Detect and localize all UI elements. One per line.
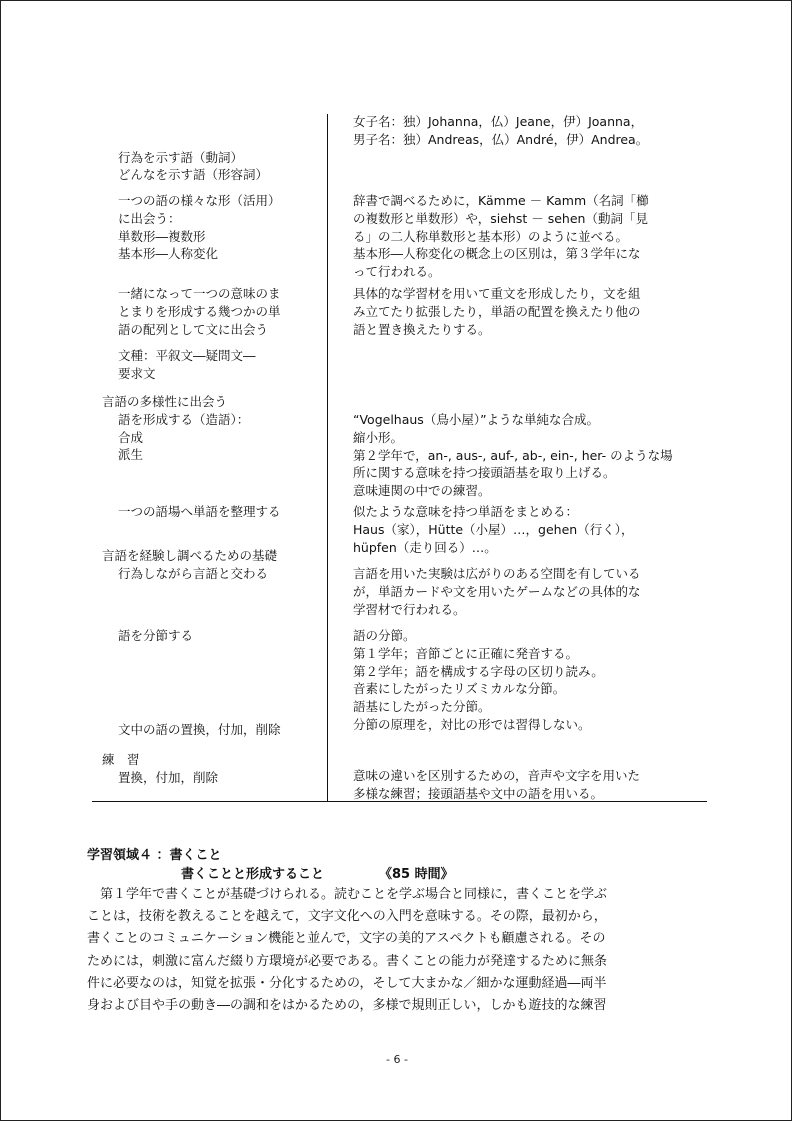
paragraph-line: 身および目や手の動き―の調和をはかるための，多様で規則正しい，しかも遊技的な練習 (87, 997, 607, 1013)
left-entry-practice (102, 751, 218, 787)
right-entry-names (353, 113, 648, 149)
right-line: 辞書で調べるために，Kämme － Kamm（名詞「櫛 (353, 193, 649, 208)
right-line: “Vogelhaus（鳥小屋）”ような単純な合成。 (353, 412, 600, 427)
right-line: 音素にしたがったリズミカルな分節。 (353, 681, 566, 697)
left-line: 一緒になって一つの意味のま (118, 286, 281, 301)
left-line: 語を形成する（造語）： (118, 411, 250, 427)
paragraph-line: 第１学年で書くことが基礎づけられる。読むことを学ぶ場合と同様に，書くことを学ぶ (100, 887, 608, 902)
right-line: 意味連関の中での練習。 (353, 483, 491, 499)
left-line: 派生 (118, 447, 144, 463)
left-line: 基本形―人称変化 (118, 246, 219, 262)
right-line: 分節の原理を，対比の形では習得しない。 (353, 716, 591, 732)
left-heading-line: 練 習 (102, 752, 140, 767)
left-line: 要求文 (118, 365, 156, 381)
right-line: 言語を用いた実験は広がりのある空間を有している (353, 566, 641, 581)
left-line (118, 113, 268, 131)
page-number: - 6 - (386, 1053, 408, 1066)
left-line: 行為を示す語（動詞） (118, 149, 244, 165)
right-line: 学習材で行われる。 (353, 601, 466, 617)
curriculum-table (1, 1, 793, 806)
right-line: Haus（家），Hütte（小屋）…，gehen（行く）， (353, 521, 634, 537)
left-entry-sentence-types (118, 347, 256, 383)
right-line: 第２学年で，an-, aus-, auf-, ab-, ein-, her- のような場 (353, 447, 673, 463)
right-entry-dictionary (353, 192, 649, 281)
right-line: る」の二人称単数形と基本形）のように並べる。 (353, 228, 629, 244)
left-line: 語の配列として文に出会う (118, 321, 269, 337)
left-line: 語を分節する (118, 628, 194, 643)
left-entry-language-diversity (102, 393, 249, 464)
right-line: み立てたり拡張したり，単語の配置を換えたり他の (353, 303, 641, 319)
left-entry-inflection (118, 192, 281, 263)
right-line: hüpfen（走り回る）…。 (353, 539, 497, 555)
right-entry-word-formation (353, 411, 673, 500)
column-divider (327, 114, 328, 802)
left-line (118, 131, 268, 149)
right-line: 語基にしたがった分節。 (353, 699, 491, 715)
paragraph-line: 件に必要なのは，知覚を拡張・分化するための，そして大まかな／細かな運動経過―両半 (87, 975, 607, 991)
right-entry-similar-words (353, 503, 633, 556)
right-line: って行われる。 (353, 264, 441, 280)
right-line: 具体的な学習材を用いて重文を形成したり，文を組 (353, 286, 641, 301)
left-line: 文中の語の置換，付加，削除 (118, 722, 281, 737)
right-line: 語の分節。 (353, 628, 416, 643)
left-line: とまりを形成する幾つかの単 (118, 303, 281, 319)
right-line: 男子名：独）Andreas，仏）André，伊）Andrea。 (353, 131, 649, 147)
left-line: 合成 (118, 429, 144, 445)
left-entry-language-experience (102, 547, 277, 583)
left-line: どんなを示す語（形容詞） (118, 167, 269, 183)
section-title: 学習領域４ ：書くこと (87, 848, 222, 863)
left-entry-sentence (118, 285, 281, 338)
left-heading-line: 言語を経験し調べるための基礎 (102, 548, 278, 563)
left-line: 一つの語場へ単語を整理する (118, 504, 281, 519)
right-line: 女子名：独）Johanna，仏）Jeane，伊）Joanna， (353, 114, 644, 129)
left-line: 行為しながら言語と交わる (118, 565, 269, 581)
left-line: 文種：平叙文―疑問文― (118, 348, 256, 363)
left-entry-word-field (118, 503, 281, 521)
left-heading-line: 言語の多様性に出会う (102, 394, 228, 409)
right-line: 語と置き換えたりする。 (353, 321, 491, 337)
left-line: 置換，付加，削除 (118, 769, 219, 785)
right-entry-practice (353, 767, 640, 803)
left-line: 単数形―複数形 (118, 228, 206, 244)
right-entry-segmentation (353, 627, 604, 734)
right-line: 意味の違いを区別するための，音声や文字を用いた (353, 768, 641, 783)
section-paragraph (87, 884, 713, 1017)
left-entry-substitution (118, 721, 281, 739)
table-bottom-rule (92, 801, 707, 802)
right-line: 基本形―人称変化の概念上の区別は，第３学年にな (353, 246, 641, 262)
right-line: の複数形と単数形）や，siehst － sehen（動詞「見 (353, 210, 648, 226)
paragraph-line: ことは，技術を教えることを越えて，文字文化への入門を意味する。その際，最初から， (87, 909, 607, 925)
left-entry-segmentation (118, 627, 193, 645)
right-line: 似たような意味を持つ単語をまとめる： (353, 504, 579, 519)
right-line: 第１学年；音節ごとに正確に発音する。 (353, 645, 579, 661)
section-hours: 《85 時間》 (379, 867, 454, 882)
right-line: 所に関する意味を持つ接頭語基を取り上げる。 (353, 465, 616, 481)
right-entry-experiments (353, 565, 641, 618)
left-entry-verbs-adjectives (118, 113, 268, 184)
right-line: 縮小形。 (353, 429, 404, 445)
left-line: 一つの語の様々な形（活用） (118, 193, 281, 208)
left-line: に出会う： (118, 210, 181, 226)
right-entry-compound-sentences (353, 285, 641, 338)
paragraph-line: 書くことのコミュニケーション機能と並んで，文字の美的アスペクトも顧慮される。その (87, 931, 606, 947)
paragraph-line: ためには，刺激に富んだ綴り方環境が必要である。書くことの能力が発達するために無条 (87, 953, 608, 969)
section-subtitle: 書くことと形成すること (181, 867, 325, 882)
right-line: 第２学年；語を構成する字母の区切り読み。 (353, 663, 604, 679)
right-line: 多様な練習；接頭語基や文中の語を用いる。 (353, 785, 604, 801)
right-line: が，単語カードや文を用いたゲームなどの具体的な (353, 583, 641, 599)
